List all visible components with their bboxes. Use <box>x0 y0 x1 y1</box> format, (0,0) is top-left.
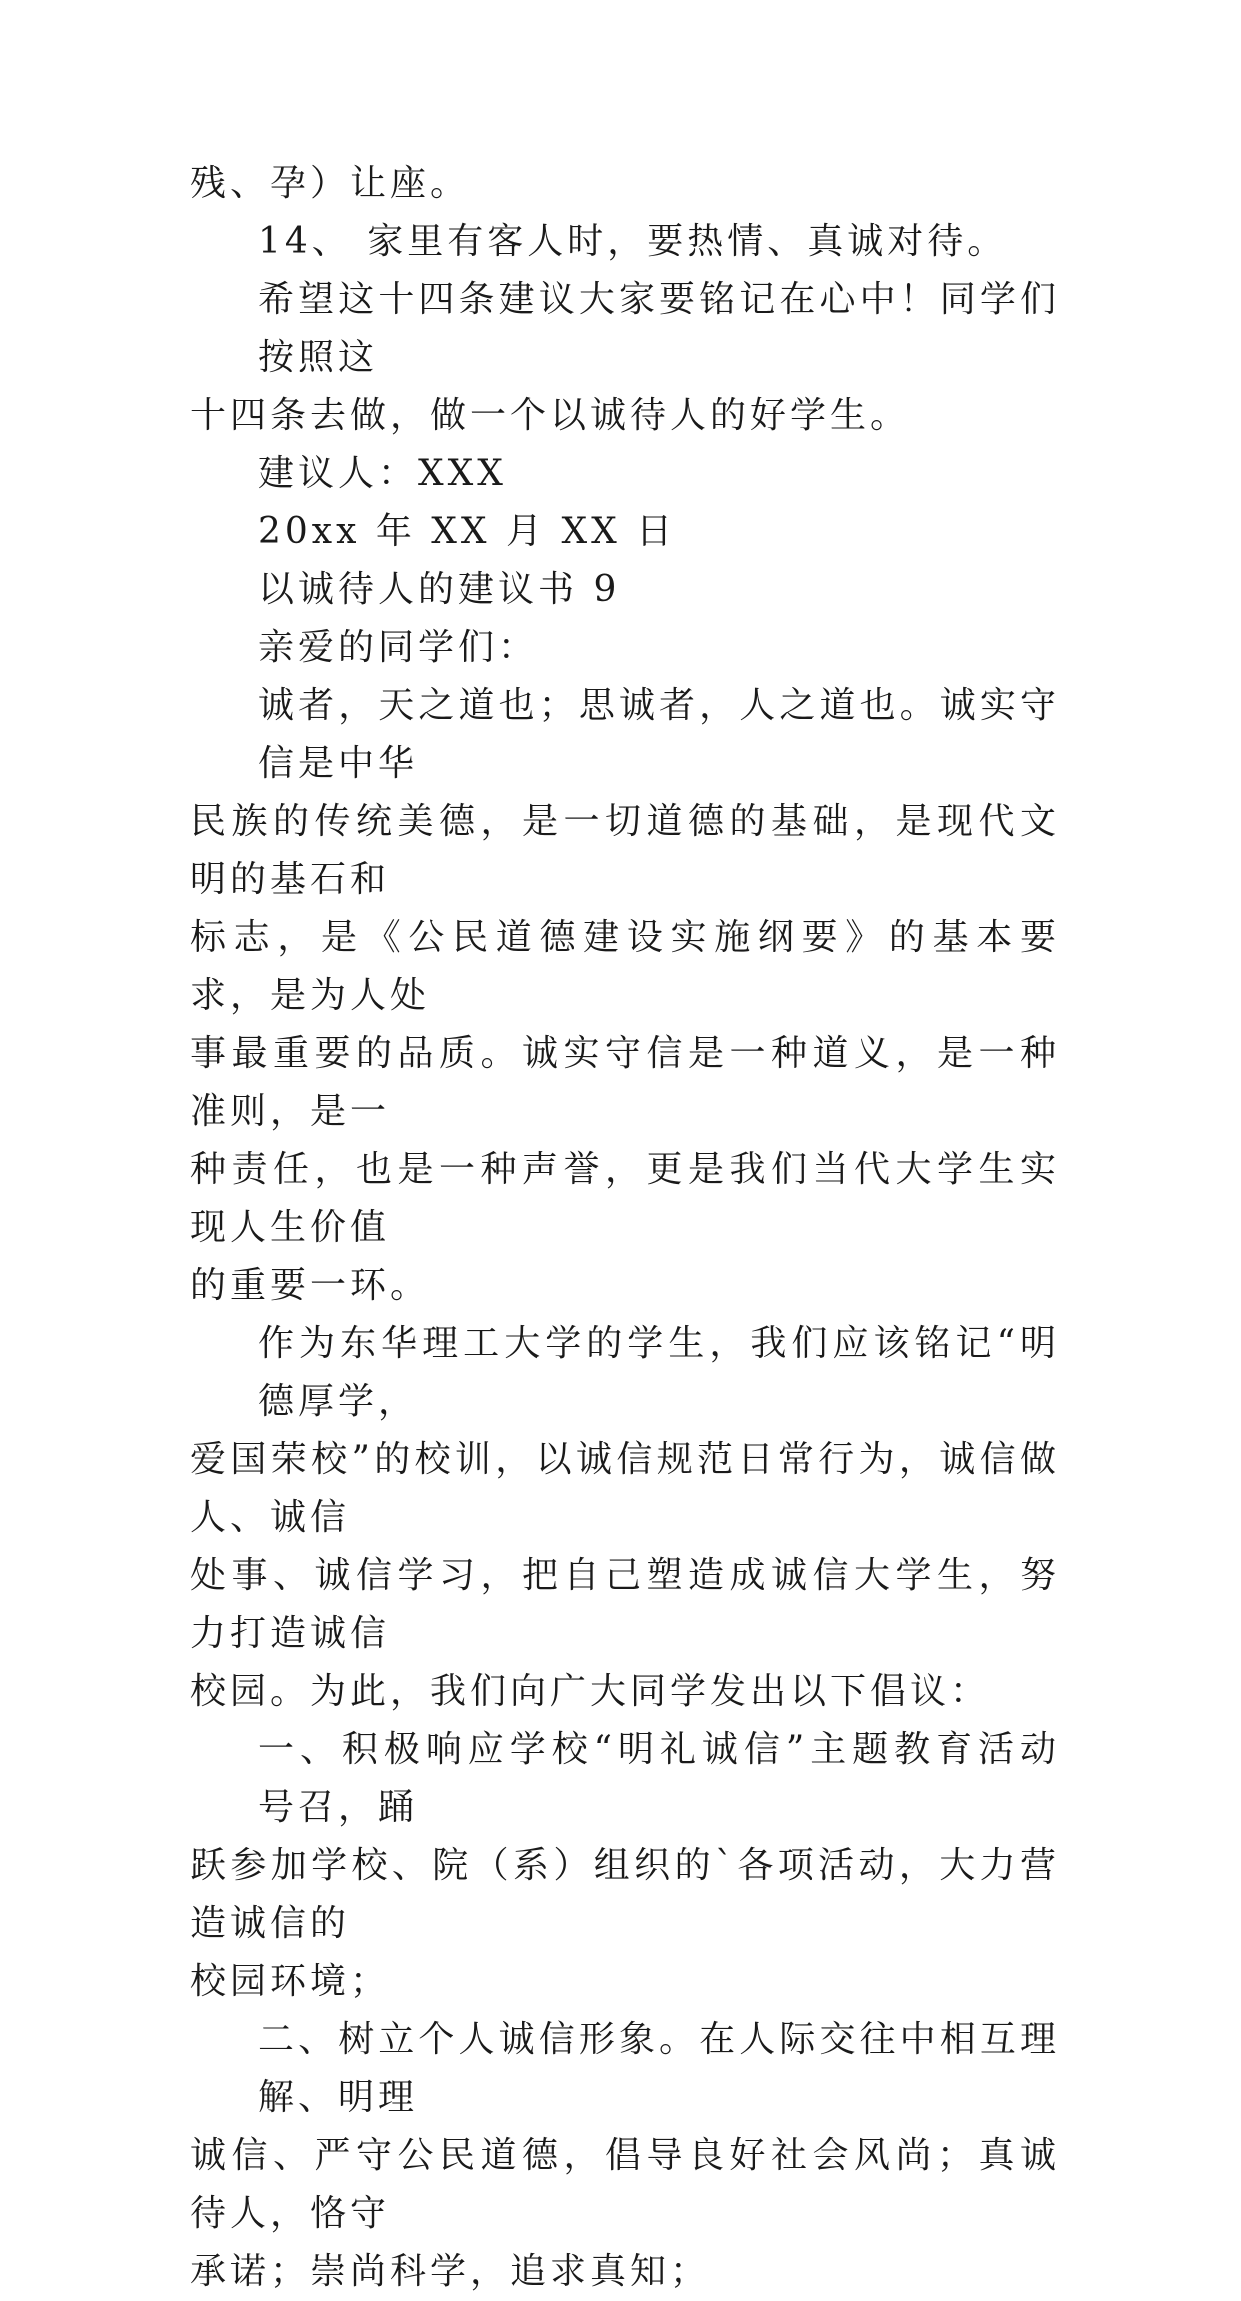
section-title: 以诚待人的建议书 9 <box>258 569 621 610</box>
text-line: 诚者，天之道也；思诚者，人之道也。诚实守信是中华 <box>258 685 1060 784</box>
paragraph-0 <box>190 155 1060 213</box>
paragraph-2 <box>190 271 1060 445</box>
text-line: 十四条去做，做一个以诚待人的好学生。 <box>190 395 911 436</box>
signer-line: 建议人：XXX <box>258 453 507 494</box>
paragraph-5 <box>190 561 1060 619</box>
paragraph-6 <box>190 619 1060 677</box>
paragraph-9 <box>190 1721 1060 2011</box>
paragraph-1 <box>190 213 1060 271</box>
date-line: 20xx 年 XX 月 XX 日 <box>258 511 677 552</box>
paragraph-7 <box>190 677 1060 1315</box>
paragraph-10 <box>190 2011 1060 2301</box>
text-line: 残、孕）让座。 <box>190 163 471 204</box>
text-line: 校园环境； <box>190 1961 391 2002</box>
text-line: 校园。为此，我们向广大同学发出以下倡议： <box>190 1671 991 1712</box>
text-line: 承诺；崇尚科学，追求真知； <box>190 2251 711 2292</box>
text-line: 一、积极响应学校“明礼诚信”主题教育活动号召，踊 <box>258 1729 1060 1828</box>
text-line: 希望这十四条建议大家要铭记在心中！同学们按照这 <box>258 279 1060 378</box>
text-line: 的重要一环。 <box>190 1265 431 1306</box>
document-page <box>190 155 1060 2301</box>
text-line: 爱国荣校”的校训，以诚信规范日常行为，诚信做人、诚信 <box>190 1439 1060 1538</box>
text-line: 跃参加学校、院（系）组织的`各项活动，大力营造诚信的 <box>190 1845 1060 1944</box>
text-line: 14、 家里有客人时，要热情、真诚对待。 <box>258 221 1008 262</box>
text-line: 民族的传统美德，是一切道德的基础，是现代文明的基石和 <box>190 801 1060 900</box>
text-line: 种责任，也是一种声誉，更是我们当代大学生实现人生价值 <box>190 1149 1060 1248</box>
paragraph-3 <box>190 445 1060 503</box>
paragraph-4 <box>190 503 1060 561</box>
text-line: 二、树立个人诚信形象。在人际交往中相互理解、明理 <box>258 2019 1060 2118</box>
text-line: 处事、诚信学习，把自己塑造成诚信大学生，努力打造诚信 <box>190 1555 1060 1654</box>
text-line: 事最重要的品质。诚实守信是一种道义，是一种准则，是一 <box>190 1033 1060 1132</box>
text-line: 标志，是《公民道德建设实施纲要》的基本要求，是为人处 <box>190 917 1060 1016</box>
text-line: 作为东华理工大学的学生，我们应该铭记“明德厚学， <box>258 1323 1060 1422</box>
salutation: 亲爱的同学们： <box>258 627 539 668</box>
paragraph-8 <box>190 1315 1060 1721</box>
text-line: 诚信、严守公民道德，倡导良好社会风尚；真诚待人，恪守 <box>190 2135 1060 2234</box>
